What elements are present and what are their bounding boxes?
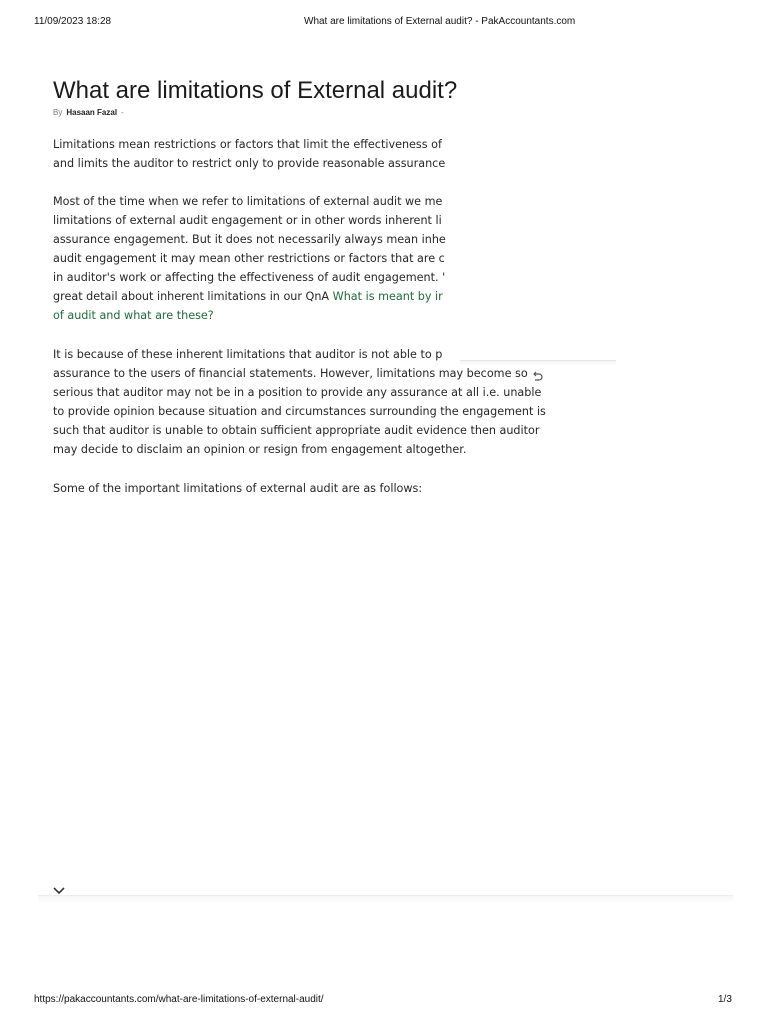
- paragraph-2-line: in auditor's work or affecting the effectiveness of audit engagement. ': [53, 271, 446, 284]
- print-page-title: What are limitations of External audit? - PakAccountants.com: [304, 16, 576, 27]
- paragraph-3-line: It is because of these inherent limitations that auditor is not able to p: [53, 348, 443, 361]
- page-number: 1/3: [718, 994, 732, 1005]
- chevron-down-icon[interactable]: [51, 882, 67, 894]
- paragraph-1-line: and limits the auditor to restrict only to provide reasonable assurance: [53, 157, 446, 170]
- author-link[interactable]: Hasaan Fazal: [66, 108, 118, 117]
- article-title-container: [53, 72, 463, 112]
- paragraph-2-line: Most of the time when we refer to limitations of external audit we me: [53, 195, 443, 208]
- paragraph-2-line: assurance engagement. But it does not necessarily always mean inhe: [53, 233, 446, 246]
- print-datetime: 11/09/2023 18:28: [34, 16, 112, 27]
- print-url: https://pakaccountants.com/what-are-limitations-of-external-audit/: [34, 994, 324, 1005]
- paragraph-2-line-with-link: [53, 289, 463, 305]
- qna-link[interactable]: What is meant by ir: [332, 290, 443, 303]
- paragraph-3-line: such that auditor is unable to obtain sufficient appropriate audit evidence then auditor: [53, 424, 540, 437]
- paragraph-4-line: Some of the important limitations of external audit are as follows:: [53, 482, 423, 495]
- qna-link-continued[interactable]: [53, 308, 463, 324]
- paragraph-3-line: assurance to the users of financial statements. However, limitations may become so: [53, 367, 528, 380]
- sticky-bottom-bar: [38, 895, 733, 902]
- paragraph-2-text: great detail about inherent limitations in our QnA: [53, 290, 333, 303]
- overlay-bar: [460, 360, 616, 365]
- paragraph-3-line: to provide opinion because situation and circumstances surrounding the engagement is: [53, 405, 546, 418]
- byline: [53, 108, 124, 117]
- byline-separator: -: [121, 108, 124, 117]
- byline-by: By: [53, 108, 63, 117]
- qna-link-text[interactable]: of audit and what are these?: [53, 309, 214, 322]
- paragraph-2-line: audit engagement it may mean other restrictions or factors that are c: [53, 252, 445, 265]
- undo-icon[interactable]: [531, 366, 543, 376]
- paragraph-2-line: limitations of external audit engagement or in other words inherent li: [53, 214, 442, 227]
- paragraph-3-line: serious that auditor may not be in a position to provide any assurance at all i.e. unable: [53, 386, 542, 399]
- paragraph-3-line: may decide to disclaim an opinion or resign from engagement altogether.: [53, 443, 467, 456]
- paragraph-1-line: Limitations mean restrictions or factors that limit the effectiveness of: [53, 138, 442, 151]
- article-title: What are limitations of External audit?: [53, 77, 458, 104]
